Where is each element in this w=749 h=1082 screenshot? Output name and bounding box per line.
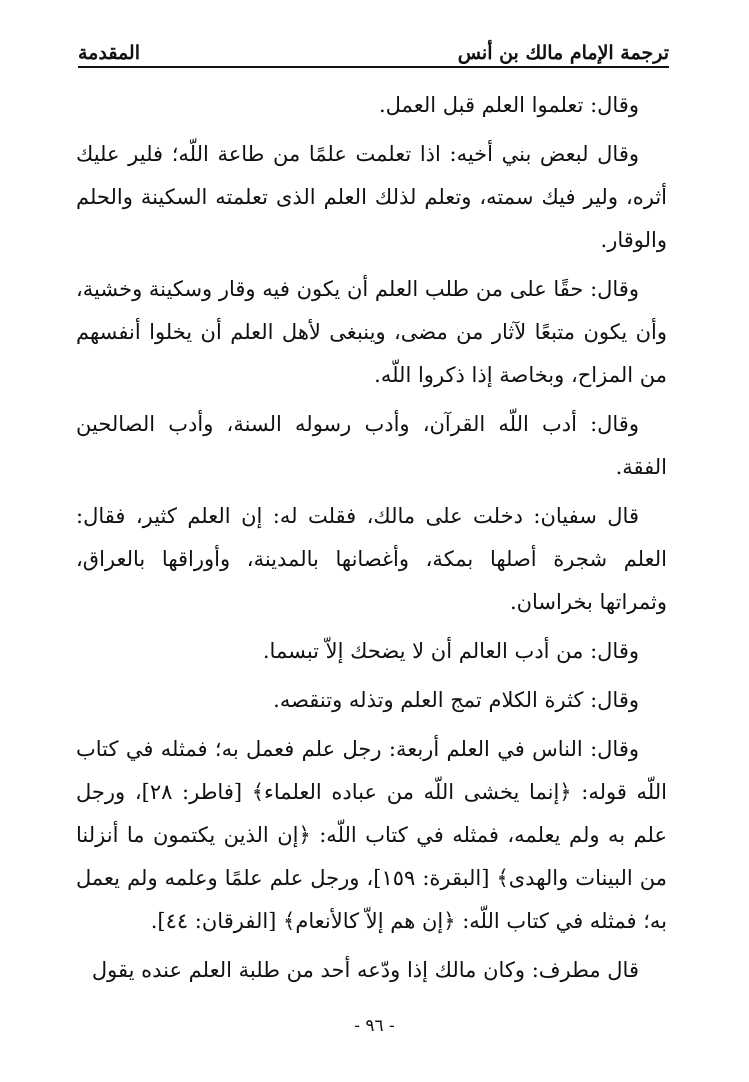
paragraph: وقال: أدب اللّه القرآن، وأدب رسوله السنة، وأدب الصالحين الفقة. (76, 412, 667, 479)
page-number: - ٩٦ - (354, 1016, 395, 1036)
body-text (76, 84, 667, 998)
paragraph: قال مطرف: وكان مالك إذا ودّعه أحد من طلبة العلم عنده يقول (91, 958, 639, 982)
paragraph: وقال: حقًا على من طلب العلم أن يكون فيه وقار وسكينة وخشية، وأن يكون متبعًا لآثار من مضى، وينبغى لأهل العلم أن يخلوا أنفسهم من المزاح، وبخاصة إذا ذكروا اللّه. (76, 277, 667, 387)
paragraph: قال سفيان: دخلت على مالك، فقلت له: إن العلم كثير، فقال: العلم شجرة أصلها بمكة، وأغصانها بالمدينة، وأوراقها بالعراق، وثمراتها بخراسان. (76, 504, 667, 614)
paragraph: وقال: كثرة الكلام تمج العلم وتذله وتنقصه. (273, 688, 639, 712)
section-title: المقدمة (78, 42, 141, 64)
paragraph: وقال لبعض بني أخيه: اذا تعلمت علمًا من طاعة اللّه؛ فلير عليك أثره، ولير فيك سمته، وتعلم لذلك العلم الذى تعلمته السكينة والحلم والوقار. (76, 142, 667, 252)
book-title: ترجمة الإمام مالك بن أنس (457, 42, 669, 64)
paragraph: وقال: تعلموا العلم قبل العمل. (378, 93, 639, 117)
running-head (78, 30, 669, 68)
paragraph: وقال: من أدب العالم أن لا يضحك إلاّ تبسما. (262, 639, 639, 663)
paragraph: وقال: الناس في العلم أربعة: رجل علم فعمل به؛ فمثله في كتاب اللّه قوله: ﴿إنما يخشى اللّه من عباده العلماء﴾ [فاطر: ٢٨]، ورجل علم به ولم يعلمه، فمثله في كتاب اللّه: ﴿إن الذين يكتمون ما أنزلنا من البينات والهدى﴾ [البقرة: ١٥٩]، ورجل علم علمًا وعلمه ولم يعمل به؛ فمثله في كتاب اللّه: ﴿إن هم إلاّ كالأنعام﴾ [الفرقان: ٤٤]. (76, 737, 667, 933)
